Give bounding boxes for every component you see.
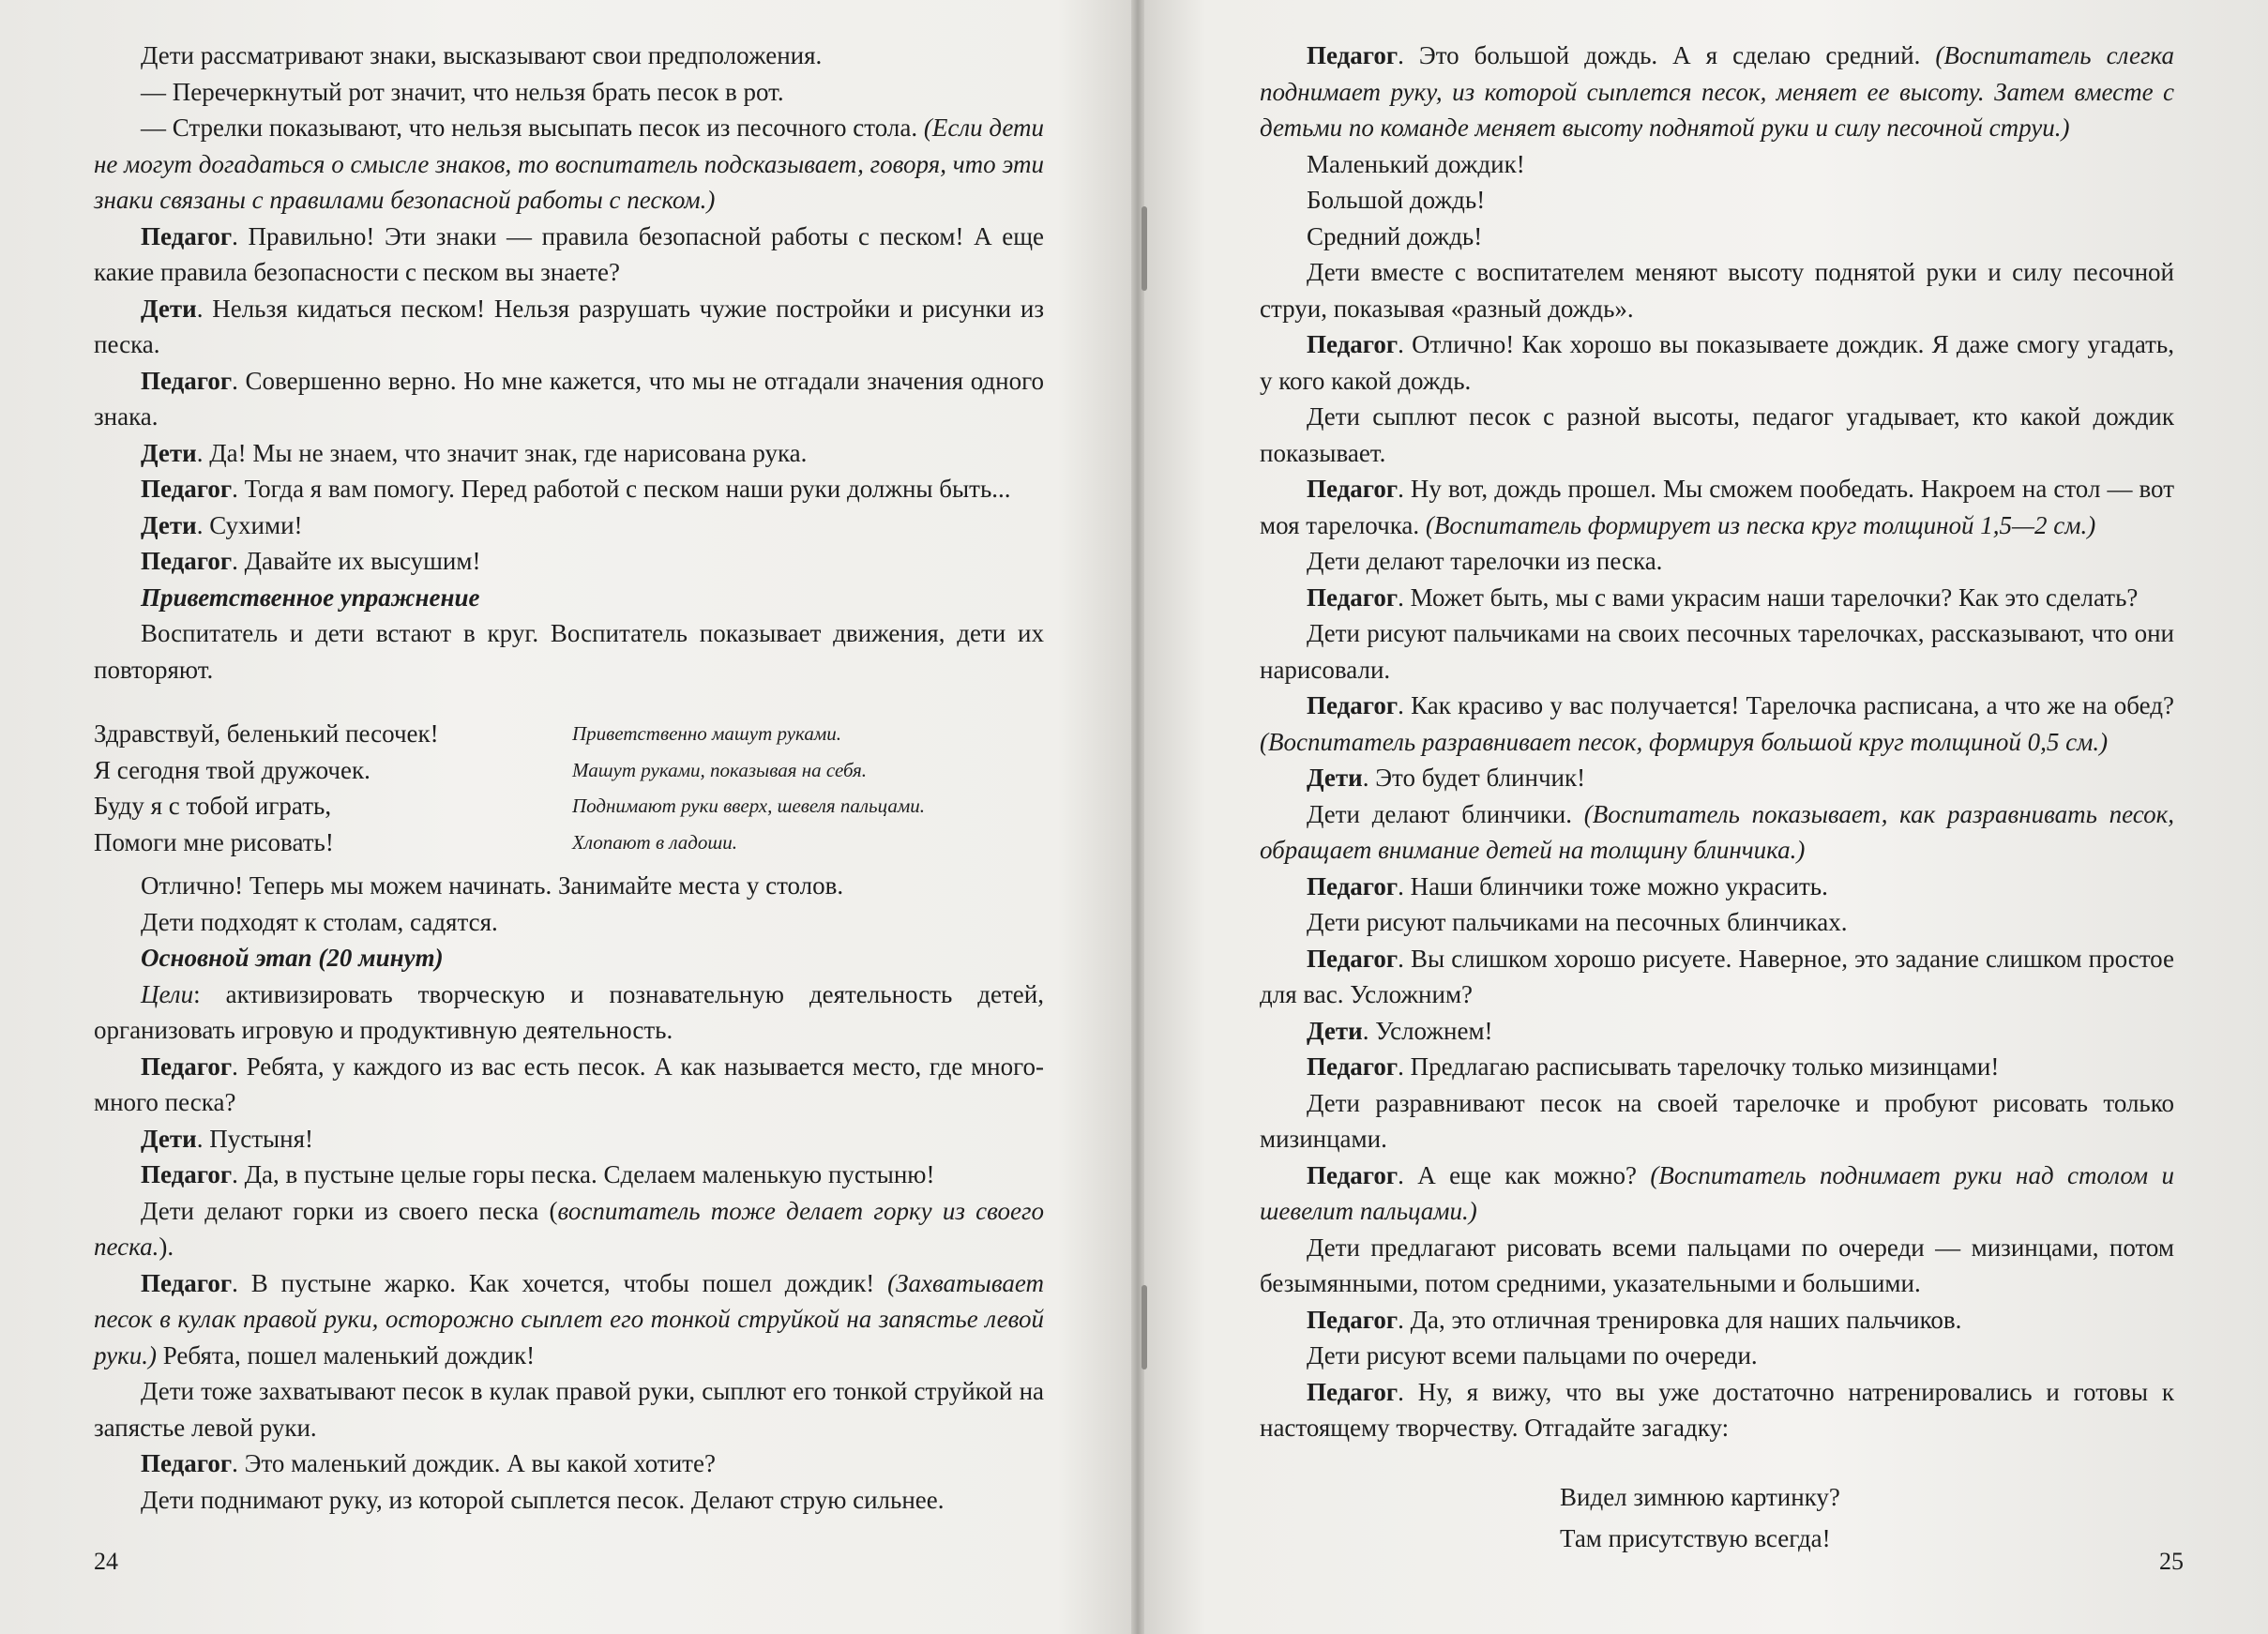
- paragraph: Воспитатель и дети встают в круг. Воспитатель показывает движения, дети их повторяют.: [94, 619, 1044, 684]
- dialogue-line: Педагог. Вы слишком хорошо рисуете. Наверное, это задание слишком простое для вас. Усложним?: [1260, 944, 2174, 1008]
- right-page: [1138, 0, 2268, 1634]
- speaker: Педагог: [141, 1160, 233, 1188]
- paragraph: Дети рассматривают знаки, высказывают свои предположения.: [141, 41, 823, 69]
- dialogue-line: Педагог. Да, это отличная тренировка для наших пальчиков.: [1307, 1305, 1962, 1334]
- poem-line: Помоги мне рисовать!: [94, 827, 334, 856]
- speaker: Педагог: [141, 1268, 233, 1297]
- paragraph: Цели: активизировать творческую и познавательную деятельность детей, организовать игровую и продуктивную деятельность.: [94, 979, 1044, 1044]
- dialogue-line: Педагог. Ребята, у каждого из вас есть песок. А как называется место, где много-много песка?: [94, 1052, 1044, 1116]
- dialogue-line: Педагог. Ну вот, дождь прошел. Мы сможем пообедать. Накроем на стол — вот моя тарелочка. (Воспитатель формирует из песка круг толщиной 1,5—2 см.): [1260, 475, 2174, 539]
- dialogue-line: Педагог. Это маленький дождик. А вы какой хотите?: [141, 1449, 716, 1477]
- section-heading: Основной этап (20 минут): [141, 944, 444, 972]
- dialogue-line: Педагог. Предлагаю расписывать тарелочку только мизинцами!: [1307, 1052, 2000, 1081]
- poem: [94, 716, 1044, 860]
- dialogue-line: Педагог. Тогда я вам помогу. Перед работой с песком наши руки должны быть...: [141, 475, 1011, 503]
- paragraph: Дети делают блинчики. (Воспитатель показывает, как разравнивать песок, обращает внимание детей на толщину блинчика.): [1260, 799, 2174, 864]
- speaker: Педагог: [1307, 1305, 1399, 1334]
- paragraph: Маленький дождик!: [1307, 149, 1525, 178]
- paragraph: Дети вместе с воспитателем меняют высоту поднятой руки и силу песочной струи, показывая «разный дождь».: [1260, 258, 2174, 323]
- speaker: Педагог: [141, 366, 233, 395]
- dialogue-line: Дети. Усложнем!: [1307, 1016, 1493, 1045]
- dialogue-line: Педагог. Наши блинчики тоже можно украсить.: [1307, 871, 1828, 900]
- paragraph: Дети подходят к столам, садятся.: [141, 907, 498, 936]
- poem-action: Приветственно машут руками.: [572, 722, 841, 745]
- speaker: Педагог: [1307, 475, 1399, 503]
- speaker: Педагог: [1307, 944, 1399, 973]
- staple: [1142, 206, 1147, 291]
- dialogue-line: Дети. Пустыня!: [141, 1124, 314, 1153]
- dialogue-line: Дети. Это будет блинчик!: [1307, 764, 1586, 792]
- speaker: Дети: [1307, 1016, 1363, 1045]
- dialogue-line: Дети. Сухими!: [141, 510, 303, 539]
- paragraph: Отлично! Теперь мы можем начинать. Занимайте места у столов.: [141, 871, 844, 900]
- paragraph: Дети делают горки из своего песка (воспитатель тоже делает горку из своего песка.).: [94, 1196, 1044, 1261]
- poem-line: Буду я с тобой играть,: [94, 792, 332, 820]
- speaker: Дети: [1307, 764, 1363, 792]
- dialogue-line: Педагог. Давайте их высушим!: [141, 547, 481, 575]
- paragraph: Дети рисуют пальчиками на своих песочных тарелочках, рассказывают, что они нарисовали.: [1260, 619, 2174, 684]
- paragraph: Дети рисуют всеми пальцами по очереди.: [1307, 1341, 1758, 1369]
- speaker: Педагог: [1307, 582, 1399, 612]
- paragraph: Дети рисуют пальчиками на песочных блинчиках.: [1307, 908, 1848, 936]
- dialogue-line: Дети. Нельзя кидаться песком! Нельзя разрушать чужие постройки и рисунки из песка.: [94, 294, 1044, 358]
- paragraph: Дети тоже захватывают песок в кулак правой руки, сыплют его тонкой струйкой на запястье левой руки.: [94, 1377, 1044, 1442]
- poem-action: Поднимают руки вверх, шевеля пальцами.: [572, 794, 926, 817]
- dialogue-line: Педагог. А еще как можно? (Воспитатель поднимает руки над столом и шевелит пальцами.): [1260, 1160, 2174, 1225]
- speaker: Педагог: [1307, 330, 1399, 358]
- paragraph: Дети делают тарелочки из песка.: [1307, 547, 1663, 575]
- speaker: Дети: [141, 1124, 197, 1153]
- speaker: Педагог: [141, 547, 233, 575]
- speaker: Дети: [141, 294, 197, 323]
- speaker: Педагог: [141, 1052, 233, 1081]
- speaker: Педагог: [1307, 691, 1399, 719]
- poem-action: Машут руками, показывая на себя.: [572, 758, 868, 781]
- paragraph: Дети поднимают руку, из которой сыплется песок. Делают струю сильнее.: [141, 1485, 945, 1514]
- paragraph: Дети разравнивают песок на своей тарелочке и пробуют рисовать только мизинцами.: [1260, 1088, 2174, 1153]
- speaker: Педагог: [1307, 871, 1399, 900]
- dialogue-line: Педагог. Ну, я вижу, что вы уже достаточно натренировались и готовы к настоящему творчеству. Отгадайте загадку:: [1260, 1377, 2174, 1442]
- speaker: Педагог: [141, 221, 233, 250]
- dialogue-line: Педагог. Отлично! Как хорошо вы показываете дождик. Я даже смогу угадать, у кого какой дождь.: [1260, 330, 2174, 395]
- dialogue-line: Педагог. Это большой дождь. А я сделаю средний. (Воспитатель слегка поднимает руку, из которой сыплется песок, меняет ее высоту. Затем вместе с детьми по команде меняет высоту поднятой руки и силу песочной струи.): [1260, 41, 2174, 142]
- page-number: 24: [94, 1547, 118, 1575]
- poem-action: Хлопают в ладоши.: [572, 830, 737, 854]
- riddle-line: Видел зимнюю картинку?: [1560, 1482, 1840, 1511]
- poem-line: Здравствуй, беленький песочек!: [94, 719, 439, 748]
- dialogue-line: Педагог. Совершенно верно. Но мне кажется, что мы не отгадали значения одного знака.: [94, 366, 1044, 431]
- staple: [1142, 1285, 1147, 1369]
- riddle: [1560, 1476, 2174, 1559]
- dialogue-line: Педагог. Да, в пустыне целые горы песка. Сделаем маленькую пустыню!: [141, 1160, 935, 1188]
- speaker: Педагог: [1307, 1160, 1399, 1189]
- paragraph: Большой дождь!: [1307, 186, 1486, 214]
- paragraph: — Перечеркнутый рот значит, что нельзя брать песок в рот.: [141, 77, 784, 106]
- paragraph: Дети предлагают рисовать всеми пальцами по очереди — мизинцами, потом безымянными, потом средними, указательными и большими.: [1260, 1233, 2174, 1297]
- poem-line: Я сегодня твой дружочек.: [94, 755, 370, 784]
- dialogue-line: Педагог. Правильно! Эти знаки — правила безопасной работы с песком! А еще какие правила безопасности с песком вы знаете?: [94, 221, 1044, 286]
- dialogue-line: Дети. Да! Мы не знаем, что значит знак, где нарисована рука.: [141, 438, 808, 467]
- speaker: Педагог: [1307, 41, 1399, 69]
- section-heading: Приветственное упражнение: [141, 582, 480, 612]
- paragraph: Средний дождь!: [1307, 221, 1483, 250]
- paragraph: Дети сыплют песок с разной высоты, педагог угадывает, кто какой дождик показывает.: [1260, 402, 2174, 467]
- dialogue-line: Педагог. Может быть, мы с вами украсим наши тарелочки? Как это сделать?: [1307, 582, 2139, 612]
- speaker: Педагог: [141, 475, 233, 503]
- speaker: Дети: [141, 510, 197, 539]
- speaker: Педагог: [141, 1449, 233, 1477]
- riddle-line: Там присутствую всегда!: [1560, 1523, 1831, 1552]
- page-number: 25: [2159, 1547, 2184, 1575]
- speaker: Дети: [141, 438, 197, 467]
- paragraph: — Стрелки показывают, что нельзя высыпать песок из песочного стола. (Если дети не могут догадаться о смысле знаков, то воспитатель подсказывает, говоря, что эти знаки связаны с правилами безопасной работы с песком.): [94, 113, 1045, 214]
- dialogue-line: Педагог. Как красиво у вас получается! Тарелочка расписана, а что же на обед? (Воспитатель разравнивает песок, формируя большой круг толщиной 0,5 см.): [1260, 691, 2174, 756]
- dialogue-line: Педагог. В пустыне жарко. Как хочется, чтобы пошел дождик! (Захватывает песок в кулак правой руки, осторожно сыплет его тонкой струйкой на запястье левой руки.) Ребята, пошел маленький дождик!: [94, 1268, 1044, 1369]
- speaker: Педагог: [1307, 1052, 1399, 1081]
- speaker: Педагог: [1307, 1377, 1399, 1406]
